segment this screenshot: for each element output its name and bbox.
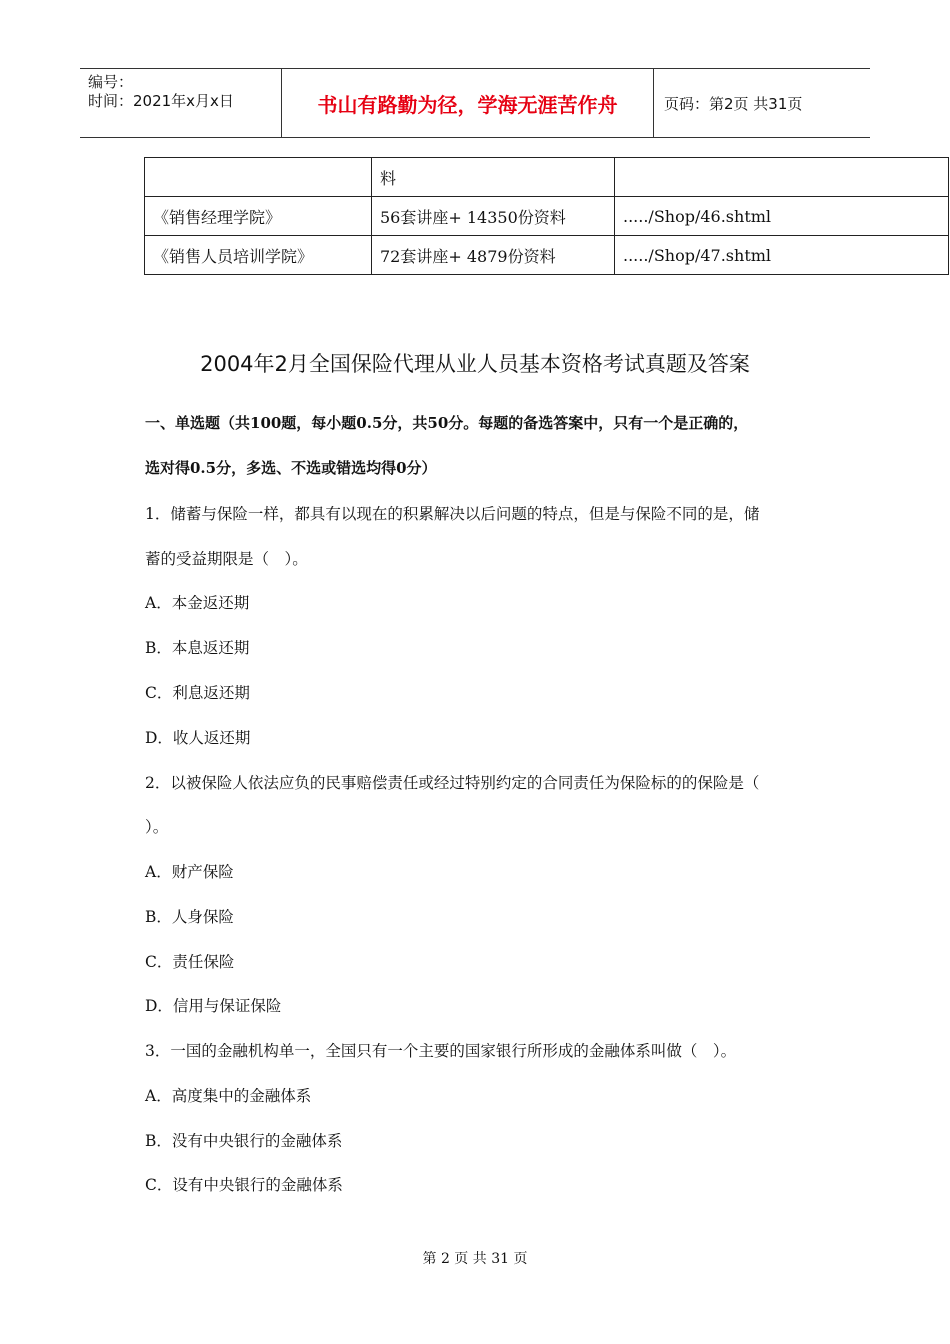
question-line: 2．以被保险人依法应负的民事赔偿责任或经过特别约定的合同责任为保险标的的保险是（: [145, 774, 760, 792]
option-line: B．本息返还期: [145, 639, 250, 657]
table-cell: 56套讲座+ 14350份资料: [372, 197, 615, 236]
question-line: 蓄的受益期限是（ ）。: [145, 550, 308, 568]
question-line: 3．一国的金融机构单一，全国只有一个主要的国家银行所形成的金融体系叫做（ ）。: [145, 1042, 737, 1060]
question-line: 1．储蓄与保险一样，都具有以现在的积累解决以后问题的特点，但是与保险不同的是，储: [145, 505, 760, 523]
option-line: B．人身保险: [145, 908, 234, 926]
table-cell: [145, 158, 372, 197]
option-line: C．利息返还期: [145, 684, 250, 702]
header-meta: [80, 69, 282, 137]
header-page-info: 页码：第2页 共31页: [664, 94, 803, 113]
page-footer: 第 2 页 共 31 页: [422, 1251, 528, 1267]
table-cell-link[interactable]: ...../Shop/46.shtml: [615, 197, 949, 236]
option-line: B．没有中央银行的金融体系: [145, 1132, 343, 1150]
option-line: C．责任保险: [145, 953, 235, 971]
table-cell: 《销售人员培训学院》: [145, 236, 372, 275]
option-line: A．财产保险: [145, 863, 234, 881]
table-cell: 料: [372, 158, 615, 197]
table-cell: [615, 158, 949, 197]
section-heading-line-2: 选对得0.5分，多选、不选或错选均得0分）: [145, 459, 437, 477]
links-table: [144, 157, 949, 275]
option-line: A．本金返还期: [145, 594, 250, 612]
table-cell-link[interactable]: ...../Shop/47.shtml: [615, 236, 949, 275]
section-heading-line-1: 一、单选题（共100题，每小题0.5分，共50分。每题的备选答案中，只有一个是正确的，: [145, 414, 749, 432]
header-motto: 书山有路勤为径，学海无涯苦作舟: [282, 69, 654, 137]
table-cell: 72套讲座+ 4879份资料: [372, 236, 615, 275]
option-line: D．信用与保证保险: [145, 997, 282, 1015]
page-header: [80, 68, 870, 138]
table-row: [145, 158, 949, 197]
table-cell: 《销售经理学院》: [145, 197, 372, 236]
option-line: D．收人返还期: [145, 729, 251, 747]
question-line: ）。: [145, 818, 169, 836]
table-row: [145, 197, 949, 236]
option-line: A．高度集中的金融体系: [145, 1087, 312, 1105]
code-label: 编号：: [88, 73, 134, 91]
time-label: 时间：2021年x月x日: [88, 92, 234, 110]
option-line: C．设有中央银行的金融体系: [145, 1176, 343, 1194]
document-title: 2004年2月全国保险代理从业人员基本资格考试真题及答案: [200, 352, 750, 376]
table-row: [145, 236, 949, 275]
